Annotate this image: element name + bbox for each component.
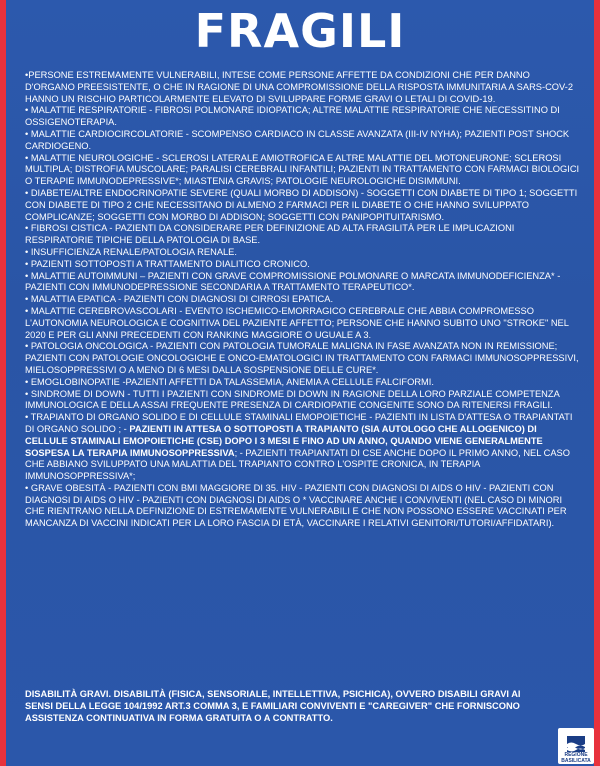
- left-red-border: [0, 0, 6, 766]
- fragile-categories-list: [25, 70, 580, 530]
- transplant-rest: ; - PAZIENTI TRAPIANTATI DI CSE ANCHE DOPO IL PRIMO ANNO, NEL CASO CHE ABBIANO SVILUPPATO UNA MALATTIA DEL TRAPIANTO CONTRO L'OSPITE CRONICA, IN TERAPIA IMMUNOSOPPRESSIVA*;: [25, 447, 570, 482]
- transplant-bold: PAZIENTI IN ATTESA O SOTTOPOSTI A TRAPIANTO (SIA AUTOLOGO CHE ALLOGENICO) DI CELLULE STAMINALI EMOPOIETICHE (CSE) DOPO I 3 MESI E FINO AD UN ANNO, QUANDO VIENE GENERALMENTE SOSPESA LA TERAPIA IMMUNOSOPPRESSIVA: [25, 423, 543, 458]
- logo-text-line1: REGIONE: [564, 752, 588, 758]
- page-title: FRAGILI: [194, 4, 406, 58]
- list-item: • EMOGLOBINOPATIE -PAZIENTI AFFETTI DA TALASSEMIA, ANEMIA A CELLULE FALCIFORMI.: [25, 376, 434, 387]
- transplant-intro: • TRAPIANTO DI ORGANO SOLIDO E DI CELLULE STAMINALI EMOPOIETICHE - PAZIENTI IN LISTA D'ATTESA O TRAPIANTATI DI ORGANO SOLIDO ; -: [25, 412, 573, 434]
- list-item: • MALATTIE RESPIRATORIE - FIBROSI POLMONARE IDIOPATICA; ALTRE MALATTIE RESPIRATORIE CHE NECESSITINO DI OSSIGENOTERAPIA.: [25, 105, 560, 128]
- list-item: • MALATTIE NEUROLOGICHE - SCLEROSI LATERALE AMIOTROFICA E ALTRE MALATTIE DEL MOTONEURONE; SCLEROSI MULTIPLA; DISTROFIA MUSCOLARE; PARALISI CEREBRALI INFANTILI; PAZIENTI IN TRATTAMENTO CON FARMACI BIOLOGICI O TERAPIE IMMUNODEPRESSIVE*; MIASTENIA GRAVIS; PATOLOGIE NEUROLOGICHE DISIMMUNI.: [25, 152, 580, 187]
- list-item: •PERSONE ESTREMAMENTE VULNERABILI, INTESE COME PERSONE AFFETTE DA CONDIZIONI CHE PER DANNO D'ORGANO PREESISTENTE, O CHE IN RAGIONE DI UNA COMPROMISSIONE DELLA RISPOSTA IMMUNITARIA A SARS-COV-2 HANNO UN RISCHIO PARTICOLARMENTE ELEVATO DI SVILUPPARE FORME GRAVI O LETALI DI COVID-19.: [25, 70, 573, 104]
- list-item: • SINDROME DI DOWN - TUTTI I PAZIENTI CON SINDROME DI DOWN IN RAGIONE DELLA LORO PARZIALE COMPETENZA IMMUNOLOGICA E DELLA ASSAI FREQUENTE PRESENZA DI CARDIOPATIE CONGENITE SONO DA RITENERSI FRAGILI.: [25, 388, 560, 411]
- region-emblem-icon: [566, 735, 586, 753]
- list-item: • FIBROSI CISTICA - PAZIENTI DA CONSIDERARE PER DEFINIZIONE AD ALTA FRAGILITÀ PER LE IMPLICAZIONI RESPIRATORIE TIPICHE DELLA PATOLOGIA DI BASE.: [25, 223, 515, 246]
- list-item: • PATOLOGIA ONCOLOGICA - PAZIENTI CON PATOLOGIA TUMORALE MALIGNA IN FASE AVANZATA NON IN REMISSIONE; PAZIENTI CON PATOLOGIE ONCOLOGICHE E ONCO-EMATOLOGICI IN TRATTAMENTO CON FARMACI IMMUNOSOPPRESSIVI, MIELOSOPPRESSIVI O A MENO DI 6 MESI DALLA SOSPENSIONE DELLE CURE*.: [25, 341, 579, 375]
- list-item: • MALATTIE CEREBROVASCOLARI - EVENTO ISCHEMICO-EMORRAGICO CEREBRALE CHE ABBIA COMPROMESSO L'AUTONOMIA NEUROLOGICA E COGNITIVA DEL PAZIENTE AFFETTO; PERSONE CHE HANNO SUBITO UNO "STROKE" NEL 2020 E PER GLI ANNI PRECEDENTI CON RANKING MAGGIORE O UGUALE A 3.: [25, 305, 569, 340]
- list-item-obesity: • GRAVE OBESITÀ - PAZIENTI CON BMI MAGGIORE DI 35. HIV - PAZIENTI CON DIAGNOSI DI AIDS O HIV - PAZIENTI CON DIAGNOSI DI AIDS O HIV - PAZIENTI CON DIAGNOSI DI AIDS O * VACCINARE ANCHE I CONVIVENTI (NEL CASO DI MINORI CHE RIENTRANO NELLA DEFINIZIONE DI ESTREMAMENTE VULNERABILI E CHE NON POSSONO ESSERE VACCINATI PER MANCANZA DI VACCINI INDICATI PER LA LORO FASCIA DI ETÀ, VACCINARE I RELATIVI GENITORI/TUTORI/AFFIDATARI).: [25, 482, 567, 529]
- logo-text-line2: BASILICATA: [561, 757, 591, 764]
- disability-note: DISABILITÀ GRAVI. DISABILITÀ (FISICA, SENSORIALE, INTELLETTIVA, PSICHICA), OVVERO DISABILI GRAVI AI SENSI DELLA LEGGE 104/1992 ART.3 COMMA 3, E FAMILIARI CONVIVENTI E "CAREGIVER" CHE FORNISCONO ASSISTENZA CONTINUATIVA IN FORMA GRATUITA O A CONTRATTO.: [25, 689, 521, 723]
- region-logo: [558, 728, 594, 764]
- right-red-border: [594, 0, 600, 766]
- list-item: • MALATTIE CARDIOCIRCOLATORIE - SCOMPENSO CARDIACO IN CLASSE AVANZATA (III-IV NYHA); PAZIENTI POST SHOCK CARDIOGENO.: [25, 128, 570, 151]
- list-item: • MALATTIA EPATICA - PAZIENTI CON DIAGNOSI DI CIRROSI EPATICA.: [25, 294, 334, 305]
- list-item: • MALATTIE AUTOIMMUNI – PAZIENTI CON GRAVE COMPROMISSIONE POLMONARE O MARCATA IMMUNODEFICIENZA* - PAZIENTI CON IMMUNODEPRESSIONE SECONDARIA A TRATTAMENTO TERAPEUTICO*.: [25, 270, 561, 293]
- list-item: • DIABETE/ALTRE ENDOCRINOPATIE SEVERE (QUALI MORBO DI ADDISON) - SOGGETTI CON DIABETE DI TIPO 1; SOGGETTI CON DIABETE DI TIPO 2 CHE NECESSITANO DI ALMENO 2 FARMACI PER IL DIABETE O CHE HANNO SVILUPPATO COMPLICANZE; SOGGETTI CON MORBO DI ADDISON; SOGGETTI CON PANIPOPITUITARISMO.: [25, 187, 578, 222]
- list-item: • PAZIENTI SOTTOPOSTI A TRATTAMENTO DIALITICO CRONICO.: [25, 258, 310, 269]
- list-item-transplant: [25, 412, 580, 483]
- list-item: • INSUFFICIENZA RENALE/PATOLOGIA RENALE.: [25, 246, 237, 257]
